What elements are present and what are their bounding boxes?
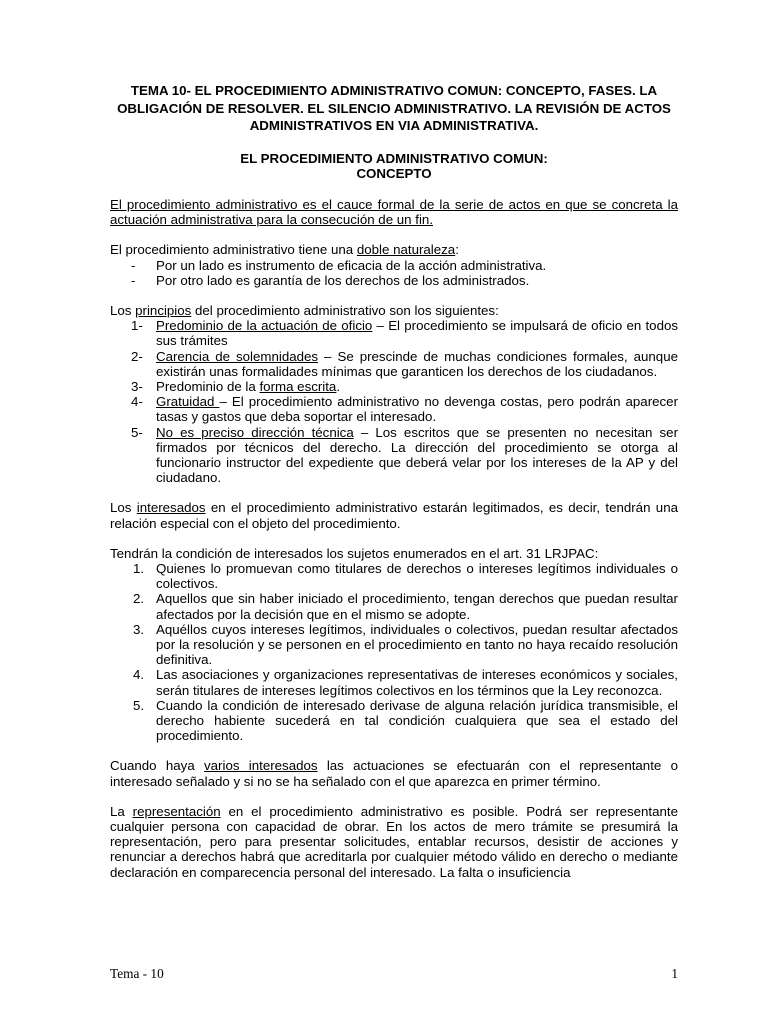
varios-text-end: las actuaciones se efectuarán con el representante o interesado señalado y si no se ha señalado con el que aparezca en primer término. <box>110 758 678 789</box>
varios-term: varios interesados <box>204 758 318 774</box>
naturaleza-intro <box>110 242 678 257</box>
page-number: 1 <box>671 966 678 981</box>
list-item-number: 3. <box>133 621 145 637</box>
condicion-intro: Tendrán la condición de interesados los sujetos enumerados en el art. 31 LRJPAC: <box>110 545 599 561</box>
naturaleza-intro-end: : <box>455 242 459 258</box>
section-heading-line-2: CONCEPTO <box>356 165 432 181</box>
list-item-number: 1- <box>131 318 143 334</box>
principios-list <box>110 318 678 485</box>
list-item-text: . <box>336 378 341 394</box>
document-title: TEMA 10- EL PROCEDIMIENTO ADMINISTRATIVO COMUN: CONCEPTO, FASES. LA OBLIGACIÓN DE RESOLVER. EL SILENCIO ADMINISTRATIVO. LA REVISIÓN DE ACTOS ADMINISTRATIVOS EN VIA ADMINISTRATIVA. <box>117 83 671 133</box>
naturaleza-intro-text: El procedimiento administrativo tiene una <box>110 242 357 258</box>
list-item-heading: Predominio de la actuación de oficio <box>156 318 373 334</box>
list-item <box>110 394 678 424</box>
list-item-number: 1. <box>133 560 145 576</box>
list-item-number: 5. <box>133 697 145 713</box>
list-item-number: 2- <box>131 348 143 364</box>
list-item-text: – Los escritos que se presenten no necesitan ser firmados por técnicos del derecho. La dirección del procedimiento se otorga al funcionario instructor del expediente que deberá velar por los intereses de la AP y del ciudadano. <box>156 424 678 486</box>
definition-text: El procedimiento administrativo es el cauce formal de la serie de actos en que se concreta la actuación administrativa para la consecución de un fin. <box>110 196 678 228</box>
list-item <box>110 561 678 591</box>
condicion-list <box>110 561 678 743</box>
varios-paragraph <box>110 758 678 788</box>
list-item-text: Las asociaciones y organizaciones representativas de intereses económicos y sociales, serán titulares de intereses legítimos colectivos en los términos que la Ley reconozca. <box>156 667 678 698</box>
interesados-term: interesados <box>136 500 206 516</box>
list-item-heading: Gratuidad <box>156 394 220 410</box>
principios-intro <box>110 303 678 318</box>
list-item <box>110 318 678 348</box>
definition-paragraph <box>110 197 678 227</box>
principios-term: principios <box>135 302 192 318</box>
list-item <box>110 622 678 668</box>
naturaleza-term: doble naturaleza <box>356 242 456 258</box>
list-item <box>110 591 678 621</box>
list-item <box>110 425 678 486</box>
list-item-heading: Carencia de solemnidades <box>156 348 319 364</box>
list-item-text: – El procedimiento administrativo no devenga costas, pero podrán aparecer tasas y gastos que deba soportar el interesado. <box>156 394 678 425</box>
interesados-text-start: Los <box>110 500 137 516</box>
list-item-number: 5- <box>131 424 143 440</box>
list-item <box>110 379 678 394</box>
naturaleza-list <box>110 258 678 288</box>
list-item-heading: forma escrita <box>259 378 337 394</box>
representacion-paragraph <box>110 804 678 880</box>
list-item-text: Cuando la condición de interesado derivase de alguna relación jurídica transmisible, el derecho habiente sucederá en tal condición cualquiera que sea el estado del procedimiento. <box>156 697 678 744</box>
list-item-number: 2. <box>133 591 145 607</box>
list-item-text: Por otro lado es garantía de los derechos de los administrados. <box>156 272 530 288</box>
interesados-text-end: en el procedimiento administrativo estarán legitimados, es decir, tendrán una relación especial con el objeto del procedimiento. <box>110 500 678 531</box>
list-item-text: Por un lado es instrumento de eficacia de la acción administrativa. <box>156 257 547 273</box>
representacion-term: representación <box>132 803 221 819</box>
list-item <box>110 349 678 379</box>
interesados-paragraph <box>110 500 678 530</box>
list-item-number: 4- <box>131 394 143 410</box>
footer-topic: Tema - 10 <box>110 966 164 981</box>
list-item-number: 4. <box>133 667 145 683</box>
list-item-prefix: Predominio de la <box>156 378 260 394</box>
list-item <box>110 667 678 697</box>
principios-intro-text: Los <box>110 302 136 318</box>
list-item-heading: No es preciso dirección técnica <box>156 424 354 440</box>
list-item-text: – Se prescinde de muchas condiciones formales, aunque existirán unas formalidades mínimas que garanticen los derechos de los ciudadanos. <box>156 348 678 379</box>
list-item-text: Quienes lo promuevan como titulares de derechos o intereses legítimos individuales o colectivos. <box>156 560 678 592</box>
list-item: - Por un lado es instrumento de eficacia de la acción administrativa. <box>131 257 547 273</box>
list-item-text: Aquellos que sin haber iniciado el procedimiento, tengan derechos que puedan resultar afectados por la decisión que en el mismo se adopte. <box>156 591 678 622</box>
principios-intro-end: del procedimiento administrativo son los siguientes: <box>191 302 499 318</box>
varios-text-start: Cuando haya <box>110 758 205 774</box>
list-item-number: 3- <box>131 378 143 394</box>
representacion-text-end: en el procedimiento administrativo es posible. Podrá ser representante cualquier persona con capacidad de obrar. En los actos de mero trámite se presumirá la representación, pero para presentar solicitudes, entablar recursos, desistir de acciones y renunciar a derechos habrá que acreditarla por cualquier método válido en derecho o mediante declaración en comparecencia personal del interesado. La falta o insuficiencia <box>110 803 678 880</box>
list-item-text: – El procedimiento se impulsará de oficio en todos sus trámites <box>156 318 679 349</box>
document-page <box>110 82 678 880</box>
list-item <box>110 698 678 744</box>
section-heading <box>110 151 678 181</box>
representacion-text-start: La <box>110 803 133 819</box>
list-item: - Por otro lado es garantía de los derechos de los administrados. <box>131 272 530 288</box>
section-heading-line-1: EL PROCEDIMIENTO ADMINISTRATIVO COMUN: <box>240 150 548 166</box>
list-item-text: Aquéllos cuyos intereses legítimos, individuales o colectivos, puedan resultar afectados por la resolución y se personen en el procedimiento en tanto no haya recaído resolución definitiva. <box>156 621 678 668</box>
